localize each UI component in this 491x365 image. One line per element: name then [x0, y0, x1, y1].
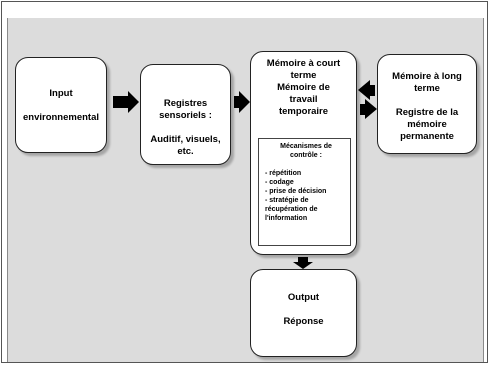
- auditif-visuels-label: Auditif, visuels,: [150, 134, 221, 145]
- controle-item: - stratégie de: [265, 197, 309, 204]
- controle-title-line-1: Mécanismes de: [280, 143, 332, 150]
- arrow-mct-to-output: [293, 257, 313, 269]
- controle-item: l'information: [265, 215, 308, 222]
- mct-line-4: travail: [289, 94, 318, 105]
- mct-line-3: Mémoire de: [277, 82, 330, 93]
- arrow-mct-to-mlt: [360, 99, 377, 119]
- mct-line-2: terme: [290, 70, 317, 81]
- environnemental-label: environnemental: [22, 112, 100, 123]
- arrows-layer: [8, 18, 483, 362]
- output-label: Output: [287, 292, 320, 303]
- arrow-mlt-to-mct: [358, 80, 375, 100]
- mct-line-5: temporaire: [278, 106, 329, 117]
- controle-item: - prise de décision: [265, 188, 327, 195]
- mct-line-1: Mémoire à court: [266, 58, 341, 69]
- etc-label: etc.: [177, 146, 194, 157]
- reponse-label: Réponse: [283, 316, 324, 327]
- controle-item: - répétition: [265, 170, 302, 177]
- mlt-line-3: Registre de la: [395, 107, 459, 118]
- arrow-input-to-registres: [113, 91, 139, 113]
- diagram-panel: [7, 18, 484, 362]
- controle-title-line-2: contrôle :: [290, 152, 322, 159]
- controle-item: - codage: [265, 179, 294, 186]
- mlt-line-5: permanente: [400, 131, 454, 142]
- arrow-registres-to-mct: [234, 91, 250, 113]
- controle-item: récupération de: [265, 206, 318, 213]
- mlt-line-1: Mémoire à long: [392, 71, 462, 82]
- mlt-line-4: mémoire: [407, 119, 447, 130]
- input-label: Input: [49, 88, 73, 99]
- sensoriels-label: sensoriels :: [159, 110, 212, 121]
- figure-frame: [1, 1, 488, 363]
- registres-label: Registres: [163, 98, 208, 109]
- mlt-line-2: terme: [414, 83, 440, 94]
